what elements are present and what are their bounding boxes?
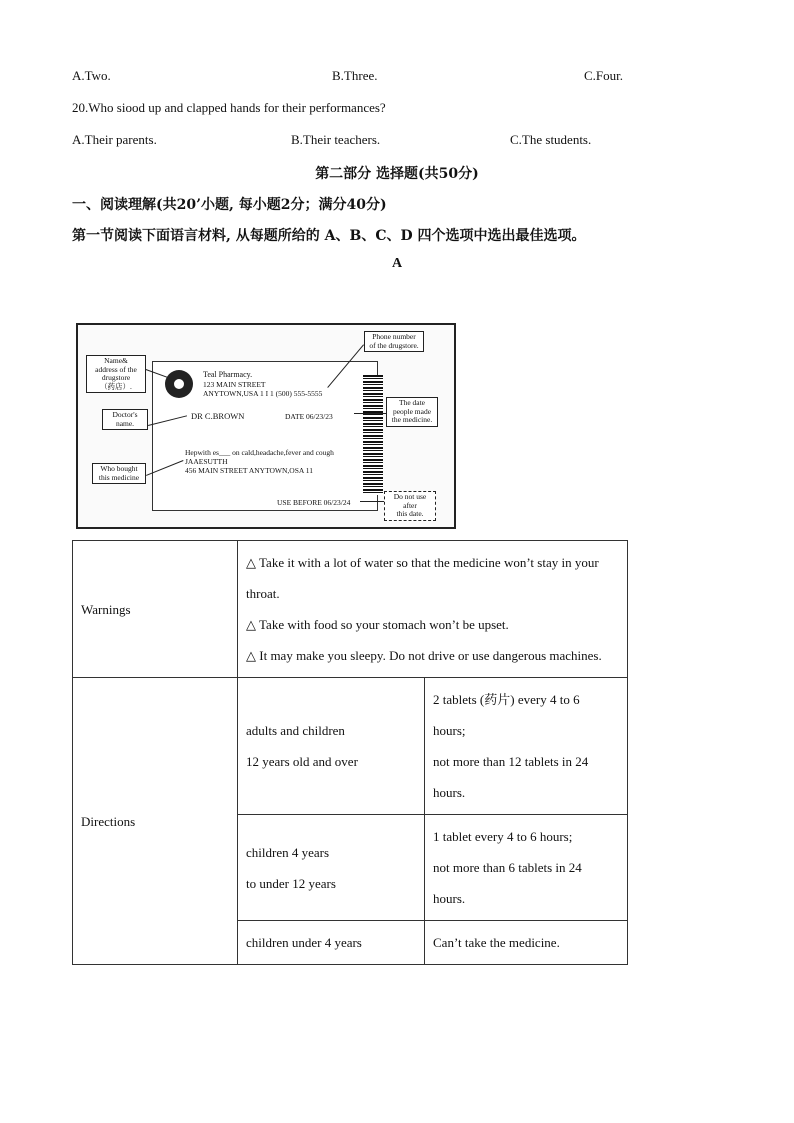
help-line: Hepwith es___ on cald,headache,fever and cough bbox=[185, 448, 334, 457]
medicine-table bbox=[72, 540, 628, 965]
callout-doctor: Doctor's name. bbox=[102, 409, 148, 430]
pharmacy-city-phone: ANYTOWN,USA 1 I 1 (500) 555-5555 bbox=[203, 389, 323, 398]
q20-question: 20.Who siood up and clapped hands for their performances? bbox=[72, 100, 386, 115]
pharmacy-street: 123 MAIN STREET bbox=[203, 380, 266, 389]
part2-title: 第二部分 选择题(共50分) bbox=[315, 166, 479, 182]
q19-option-b: B.Three. bbox=[332, 68, 378, 83]
barcode-icon bbox=[363, 375, 383, 495]
use-before-date: USE BEFORE 06/23/24 bbox=[277, 498, 351, 507]
q20-option-c: C.The students. bbox=[510, 132, 592, 147]
warnings-header: Warnings bbox=[73, 541, 238, 678]
leader-line bbox=[354, 413, 386, 414]
pharmacy-seal-icon bbox=[165, 370, 193, 398]
callout-name-address: Name& address of the drugstore （药店）. bbox=[86, 355, 146, 393]
callout-date-made: The date people made the medicine. bbox=[386, 397, 438, 427]
section1-title: 一、阅读理解(共20’小题, 每小题2分；满分40分) bbox=[72, 197, 387, 213]
patient-name: JAAESUTTH bbox=[185, 457, 228, 466]
warning-item: △ It may make you sleepy. Do not drive or use dangerous machines. bbox=[246, 648, 602, 663]
passage-letter: A bbox=[391, 256, 403, 271]
warning-item: △ Take it with a lot of water so that the medicine won’t stay in your throat. bbox=[246, 555, 599, 601]
warning-item: △ Take with food so your stomach won’t be upset. bbox=[246, 617, 509, 632]
age-group-cell: children under 4 years bbox=[238, 921, 425, 965]
age-group-cell: adults and children 12 years old and over bbox=[238, 678, 425, 815]
patient-address: 456 MAIN STREET ANYTOWN,OSA 11 bbox=[185, 466, 313, 475]
callout-do-not-use: Do not use after this date. bbox=[384, 491, 436, 521]
doctor-name: DR C.BROWN bbox=[191, 411, 245, 421]
directions-header: Directions bbox=[73, 678, 238, 965]
table-row bbox=[73, 541, 628, 678]
date-made: DATE 06/23/23 bbox=[285, 412, 333, 421]
age-group-cell: children 4 years to under 12 years bbox=[238, 815, 425, 921]
medicine-label-figure bbox=[76, 323, 456, 529]
q19-option-a: A.Two. bbox=[72, 68, 111, 83]
leader-line bbox=[360, 501, 384, 502]
table-row bbox=[73, 678, 628, 815]
dose-cell: 1 tablet every 4 to 6 hours; not more than 6 tablets in 24 hours. bbox=[425, 815, 628, 921]
dose-cell: 2 tablets (药片) every 4 to 6 hours; not more than 12 tablets in 24 hours. bbox=[425, 678, 628, 815]
callout-phone: Phone number of the drugstore. bbox=[364, 331, 424, 352]
warnings-cell bbox=[238, 541, 628, 678]
q19-option-c: C.Four. bbox=[584, 68, 624, 83]
dose-cell: Can’t take the medicine. bbox=[425, 921, 628, 965]
q20-option-a: A.Their parents. bbox=[72, 132, 157, 147]
prescription-label bbox=[152, 361, 378, 511]
section-instruction: 第一节阅读下面语言材料, 从每题所给的 A、B、C、D 四个选项中选出最佳选项。 bbox=[72, 228, 586, 244]
callout-who-bought: Who bought this medicine bbox=[92, 463, 146, 484]
pharmacy-name: Teal Pharmacy. bbox=[203, 370, 253, 379]
q20-option-b: B.Their teachers. bbox=[291, 132, 381, 147]
